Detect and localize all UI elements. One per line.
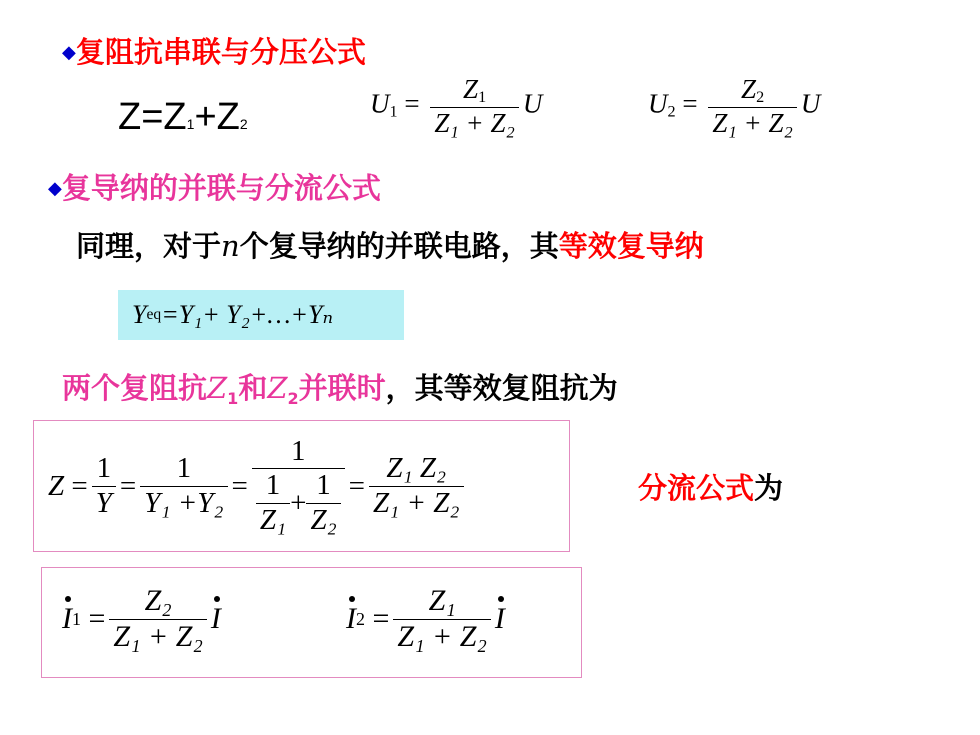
i1-divider-formula: I 1 = $\frac{\text{Z₂}}{\text{Z₁ + Z₂}}$ I xyxy=(62,584,221,653)
heading-parallel-admittance xyxy=(48,166,381,207)
u2-divider-formula: $U_2$ = $\frac{Z_2}{\text{Z₁ + Z₂}}$ U xyxy=(648,74,821,138)
i2-divider-formula: I 2 = $\frac{\text{Z₁}}{\text{Z₁ + Z₂}}$ I xyxy=(346,584,505,653)
yeq-equation-box: Y eq =Y₁+ Y₂+…+Yₙ xyxy=(118,290,404,340)
parallel-impedance-equation: Z = $\frac{1}{Y}$ = $\frac{1}{\text{Y₁ +Y₂}}$ = 1 $\frac{1}{\text{Z₁}}$ + $\frac{1}{\text{Z₂}}$ = $\frac{\text{Z₁ Z₂}}{\text{Z₁ + Z₂}}$ xyxy=(48,435,468,537)
parallel-impedance-intro-line: 两个复阻抗$Z_1$和$Z_2$并联时，其等效复阻抗为 xyxy=(62,371,618,408)
diamond-bullet-icon: ◆ xyxy=(48,178,62,199)
current-divider-label: 分流公式为 xyxy=(638,471,784,505)
parallel-impedance-box xyxy=(33,420,570,552)
heading1-text: 复阻抗串联与分压公式 xyxy=(75,35,366,69)
current-divider-box xyxy=(41,567,582,678)
heading-series-impedance xyxy=(62,30,366,71)
series-impedance-equation: Z=Z1+Z2 xyxy=(118,96,248,138)
heading2-text: 复导纳的并联与分流公式 xyxy=(61,171,381,205)
u1-divider-formula: $U_1$ = $\frac{Z_1}{\text{Z₁ + Z₂}}$ U xyxy=(370,74,543,138)
diamond-bullet-icon: ◆ xyxy=(62,42,76,63)
admittance-intro-line: 同理，对于n个复导纳的并联电路，其等效复导纳 xyxy=(76,229,704,263)
